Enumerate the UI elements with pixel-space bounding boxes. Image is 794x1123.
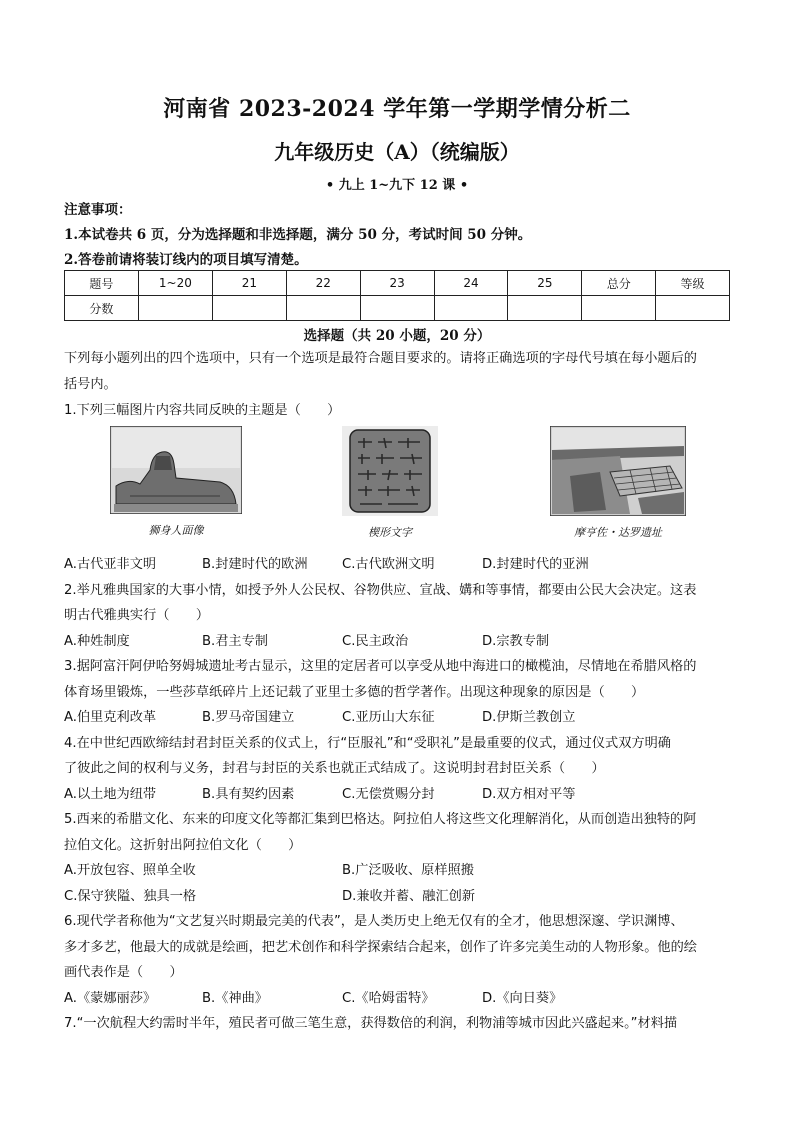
- option-a[interactable]: A.开放包容、照单全收: [64, 863, 196, 878]
- option-c[interactable]: C.保守狭隘、独具一格: [64, 888, 197, 904]
- question-2-options: [64, 629, 736, 655]
- figure-sphinx: [108, 426, 244, 538]
- instruction-line: 括号内。: [64, 376, 117, 392]
- question-5-line: 5.西来的希腊文化、东来的印度文化等都汇集到巴格达。阿拉伯人将这些文化理解消化，从而创造出独特的阿: [64, 812, 697, 827]
- option-a[interactable]: A.《蒙娜丽莎》: [64, 990, 157, 1006]
- option-b[interactable]: B.具有契约因素: [202, 786, 295, 802]
- option-a[interactable]: A.伯里克利改革: [64, 710, 157, 725]
- cuneiform-tablet-image: [342, 426, 438, 516]
- question-3-line: 体育场里锻炼，一些莎草纸碎片上还记载了亚里士多德的哲学著作。出现这种现象的原因是（ ）: [64, 684, 645, 700]
- option-d[interactable]: D.双方相对平等: [482, 786, 576, 802]
- option-a[interactable]: A.种姓制度: [64, 633, 130, 649]
- score-header-cell: 总分: [582, 271, 656, 296]
- option-b[interactable]: B.《神曲》: [202, 990, 268, 1006]
- question-1-options: [64, 552, 736, 578]
- score-cell[interactable]: [656, 296, 730, 321]
- question-1-figures: [64, 426, 736, 548]
- question-4-options: [64, 782, 736, 808]
- score-table-header-row: [65, 271, 730, 296]
- note-item: 1.本试卷共 6 页，分为选择题和非选择题，满分 50 分，考试时间 50 分钟。: [64, 227, 532, 243]
- question-stem-line: 1.下列三幅图片内容共同反映的主题是（ ）: [64, 403, 341, 418]
- instruction-line: 下列每小题列出的四个选项中，只有一个选项是最符合题目要求的。请将正确选项的字母代号填在每小题后的: [64, 351, 697, 366]
- question-6-line: 画代表作是（ ）: [64, 965, 183, 980]
- score-header-cell: 25: [508, 271, 582, 296]
- exam-subtitle: 九年级历史（A）（统编版）: [274, 140, 520, 164]
- score-header-cell: 24: [434, 271, 508, 296]
- option-d[interactable]: D.宗教专制: [482, 633, 550, 649]
- question-6-line: 多才多艺，他最大的成就是绘画，把艺术创作和科学探索结合起来，创作了许多完美生动的人物形象。他的绘: [64, 939, 697, 955]
- question-6-line: 6.现代学者称他为“文艺复兴时期最完美的代表”，是人类历史上绝无仅有的全才，他思想深邃、学识渊博、: [64, 914, 684, 929]
- option-d[interactable]: D.兼收并蓄、融汇创新: [342, 888, 476, 904]
- score-table: [64, 270, 730, 321]
- option-b[interactable]: B.君主专制: [202, 633, 268, 649]
- score-table-score-row: [65, 296, 730, 321]
- exam-title: 河南省 2023-2024 学年第一学期学情分析二: [163, 96, 631, 122]
- option-c[interactable]: C.古代欧洲文明: [342, 557, 435, 572]
- section-instruction: [64, 346, 736, 397]
- question-4-line: 了彼此之间的权利与义务，封君与封臣的关系也就正式结成了。这说明封君封臣关系（ ）: [64, 761, 605, 776]
- score-row-label: 分数: [65, 296, 139, 321]
- score-header-cell: 22: [286, 271, 360, 296]
- question-3-line: 3.据阿富汗阿伊哈努姆城遗址考古显示，这里的定居者可以享受从地中海进口的橄榄油，尽情地在希腊风格的: [64, 659, 697, 674]
- question-7-line: 7.“一次航程大约需时半年，殖民者可做三笔生意，获得数倍的利润，利物浦等城市因此兴盛起来。”材料描: [64, 1016, 678, 1031]
- option-c[interactable]: C.无偿赏赐分封: [342, 786, 435, 802]
- score-cell[interactable]: [138, 296, 212, 321]
- questions-block: [64, 552, 736, 1037]
- score-cell[interactable]: [360, 296, 434, 321]
- score-header-cell: 等级: [656, 271, 730, 296]
- option-d[interactable]: D.伊斯兰教创立: [482, 710, 576, 725]
- option-b[interactable]: B.广泛吸收、原样照搬: [342, 863, 474, 878]
- option-a[interactable]: A.以土地为纽带: [64, 786, 157, 802]
- figure-mohenjo-daro: [548, 426, 688, 540]
- option-b[interactable]: B.封建时代的欧洲: [202, 557, 308, 572]
- score-cell[interactable]: [434, 296, 508, 321]
- option-c[interactable]: C.《哈姆雷特》: [342, 990, 435, 1006]
- question-5-options-row: [64, 884, 736, 910]
- option-a[interactable]: A.古代亚非文明: [64, 557, 157, 572]
- question-4-line: 4.在中世纪西欧缔结封君封臣关系的仪式上，行“臣服礼”和“受职礼”是最重要的仪式，通过仪式双方明确: [64, 735, 671, 751]
- mohenjo-daro-ruins-image: [550, 426, 686, 516]
- score-cell[interactable]: [213, 296, 287, 321]
- option-d[interactable]: D.《向日葵》: [482, 990, 563, 1006]
- notes-section: [64, 198, 531, 273]
- question-6-options: [64, 986, 736, 1012]
- score-cell[interactable]: [508, 296, 582, 321]
- score-header-cell: 题号: [65, 271, 139, 296]
- sphinx-image: [110, 426, 242, 514]
- option-b[interactable]: B.罗马帝国建立: [202, 710, 295, 725]
- exam-scope: • 九上 1~九下 12 课 •: [325, 178, 469, 193]
- figure-caption: 狮身人面像: [148, 524, 204, 537]
- question-2-line: 明古代雅典实行（ ）: [64, 608, 210, 623]
- figure-caption: 楔形文字: [368, 526, 412, 539]
- notes-heading: 注意事项：: [64, 202, 132, 218]
- score-cell[interactable]: [582, 296, 656, 321]
- figure-caption: 摩亨佐・达罗遗址: [574, 526, 662, 539]
- note-item: 2.答卷前请将装订线内的项目填写清楚。: [64, 252, 308, 268]
- question-2-line: 2.举凡雅典国家的大事小情，如授予外人公民权、谷物供应、宣战、媾和等事情，都要由公民大会决定。这表: [64, 582, 697, 598]
- option-c[interactable]: C.民主政治: [342, 633, 409, 649]
- option-d[interactable]: D.封建时代的亚洲: [482, 557, 589, 572]
- question-5-line: 拉伯文化。这折射出阿拉伯文化（ ）: [64, 837, 302, 853]
- score-header-cell: 21: [213, 271, 287, 296]
- section-title: 选择题（共 20 小题，20 分）: [303, 328, 491, 344]
- score-header-cell: 1~20: [138, 271, 212, 296]
- question-5-options-row: [64, 858, 736, 884]
- score-cell[interactable]: [286, 296, 360, 321]
- option-c[interactable]: C.亚历山大东征: [342, 710, 435, 725]
- question-1-stem: [64, 398, 736, 424]
- score-header-cell: 23: [360, 271, 434, 296]
- figure-cuneiform: [340, 426, 440, 540]
- question-3-options: [64, 705, 736, 731]
